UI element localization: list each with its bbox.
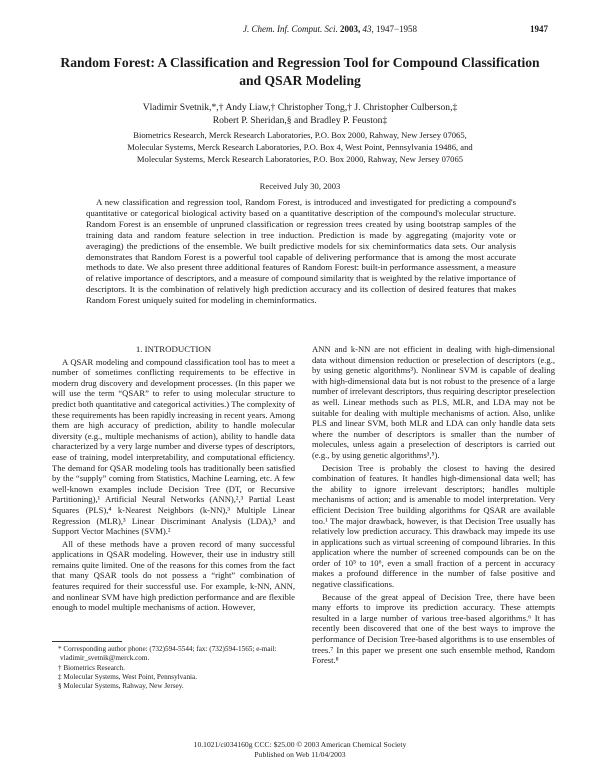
footnote-biometrics: † Biometrics Research. [58,663,125,672]
intro-paragraph-1: A QSAR modeling and compound classification tool has to meet a number of sometimes conflicting requirements to be effective in modern drug discovery and development processes. (In this paper we will use the term “QSAR” to refer to using molecular structure to predict both quantitative and categorical activities.) The complexity of these requirements has been rapidly increasing in recent years. Among them are high accuracy of prediction, ability to handle molecular diversity (e.g., multiple mechanisms of action), ability to handle data characterized by a very large number and diverse types of descriptors, ease of training, model interpretability, and computational efficiency. The demand for QSAR modeling tools has traditionally been satisfied by the “supply” coming from Statistics, Machine Learning, etc. A few well-known examples include Decision Tree (DT, or Recursive Partitioning),¹ Artificial Neural Networks (ANN),²,³ Partial Least Squares (PLS),⁴ k-Nearest Neighbors (k-NN),³ Multiple Linear Regression (MLR),³ Linear Discriminant Analysis (LDA),⁵ and Support Vector Machines (SVM).² [52,356,295,537]
intro-paragraph-2: All of these methods have a proven record of many successful applications in QSAR modeling. However, their use in industry still remains quite limited. One of the reasons for this comes from the fact that many QSAR tools do not possess a “right” combination of features required for their successful use. For example, k-NN, ANN, and nonlinear SVM have high prediction performance and are flexible enough to model multiple mechanisms of action. However, [52,538,295,613]
footnote-west-point: ‡ Molecular Systems, West Point, Pennsylvania. [58,672,198,681]
right-column [312,344,555,668]
affiliation-line-3: Molecular Systems, Merck Research Laboratories, P.O. Box 2000, Rahway, New Jersey 07065 [136,153,464,164]
intro-paragraph-4: Decision Tree is probably the closest to having the desired combination of features. It handles high-dimensional data well; has the ability to ignore irrelevant descriptors; handles multiple mechanisms of action; and is amenable to model interpretation. Very efficient Decision Tree building algorithms for QSAR are available too.¹ The major drawback, however, is that Decision Tree usually has relatively low prediction accuracy. This drawback may impede its use in applications such as virtual screening of compound libraries. In this application where the number of screened compounds can be on the order of 10⁵ to 10⁶, even a small fraction of a percent in accuracy makes a profound difference in the number of false positive and negative classifications. [312,462,555,590]
received-date: Received July 30, 2003 [259,181,341,191]
affiliation-line-2: Molecular Systems, Merck Research Laboratories, P.O. Box 4, West Point, Pennsylvania 19486, and [127,141,473,152]
authors-line-2: Robert P. Sheridan,§ and Bradley P. Feuston‡ [212,115,388,126]
journal-year: 2003, [339,24,361,34]
author-list [60,101,540,127]
abstract [86,197,516,306]
journal-name: J. Chem. Inf. Comput. Sci. [242,24,338,34]
left-column [52,344,295,615]
doi-line: 10.1021/ci034160g CCC: $25.00 © 2003 American Chemical Society [193,740,407,749]
page-footer [100,740,500,760]
affiliation-line-1: Biometrics Research, Merck Research Laboratories, P.O. Box 2000, Rahway, New Jersey 07065, [133,130,467,140]
running-header [0,24,600,38]
intro-paragraph-5: Because of the great appeal of Decision Tree, there have been many efforts to improve its prediction accuracy. These attempts resulted in a large number of various tree-based algorithms.⁶ It has recently been discovered that one of the best ways to improve the performance of Decision Tree-based algorithms is to use ensembles of trees.⁷ In this paper we present one such ensemble method, Random Forest.⁸ [312,591,555,666]
intro-paragraph-3: ANN and k-NN are not efficient in dealing with high-dimensional data without dimension reduction or preselection of descriptors (e.g., by using genetic algorithms³). Nonlinear SVM is capable of dealing with high-dimensional data but is not robust to the presence of a large number of irrelevant descriptors, thus requiring descriptor preselection as well. Linear methods such as PLS, MLR, and LDA may not be suitable for dealing with multiple mechanisms of action. Also, unlike PLS and linear SVM, both MLR and LDA can only handle data sets where the number of descriptors is smaller than the number of molecules, unless again a preselection of descriptors is carried out (e.g., by using genetic algorithms³,⁵). [312,344,555,460]
page-number: 1947 [530,24,548,34]
footnotes [52,645,295,691]
footnote-corresponding-author: * Corresponding author phone: (732)594-5544; fax: (732)594-1565; e-mail: vladimir_svetnik@merck.com. [58,645,277,663]
footnote-divider [52,641,122,642]
footnote-rahway: § Molecular Systems, Rahway, New Jersey. [58,682,184,691]
journal-citation [200,24,460,34]
section-heading-introduction: 1. INTRODUCTION [135,344,212,354]
journal-pages: 1947−1958 [375,24,418,34]
affiliations [60,130,540,165]
publication-date: Published on Web 11/04/2003 [254,749,346,759]
paper-title: Random Forest: A Classification and Regression Tool for Compound Classification and QSAR Modeling [60,55,540,88]
journal-volume: 43, [362,24,374,34]
authors-line-1: Vladimir Svetnik,*,† Andy Liaw,† Christopher Tong,† J. Christopher Culberson,‡ [142,102,458,113]
abstract-text: A new classification and regression tool, Random Forest, is introduced and investigated for predicting a compound's quantitative or categorical biological activity based on a quantitative description of the compound's molecular structure. Random Forest is an ensemble of unpruned classification or regression trees created by using bootstrap samples of the training data and random feature selection in tree induction. Prediction is made by aggregating (majority vote or averaging) the predictions of the ensemble. We built predictive models for six cheminformatics data sets. Our analysis demonstrates that Random Forest is a powerful tool capable of delivering performance that is among the most accurate methods to date. We also present three additional features of Random Forest: built-in performance assessment, a measure of relative importance of descriptors, and a measure of compound similarity that is weighted by the relative importance of descriptors. It is the combination of relatively high prediction accuracy and its collection of desired features that makes Random Forest uniquely suited for modeling in cheminformatics. [86,197,516,306]
